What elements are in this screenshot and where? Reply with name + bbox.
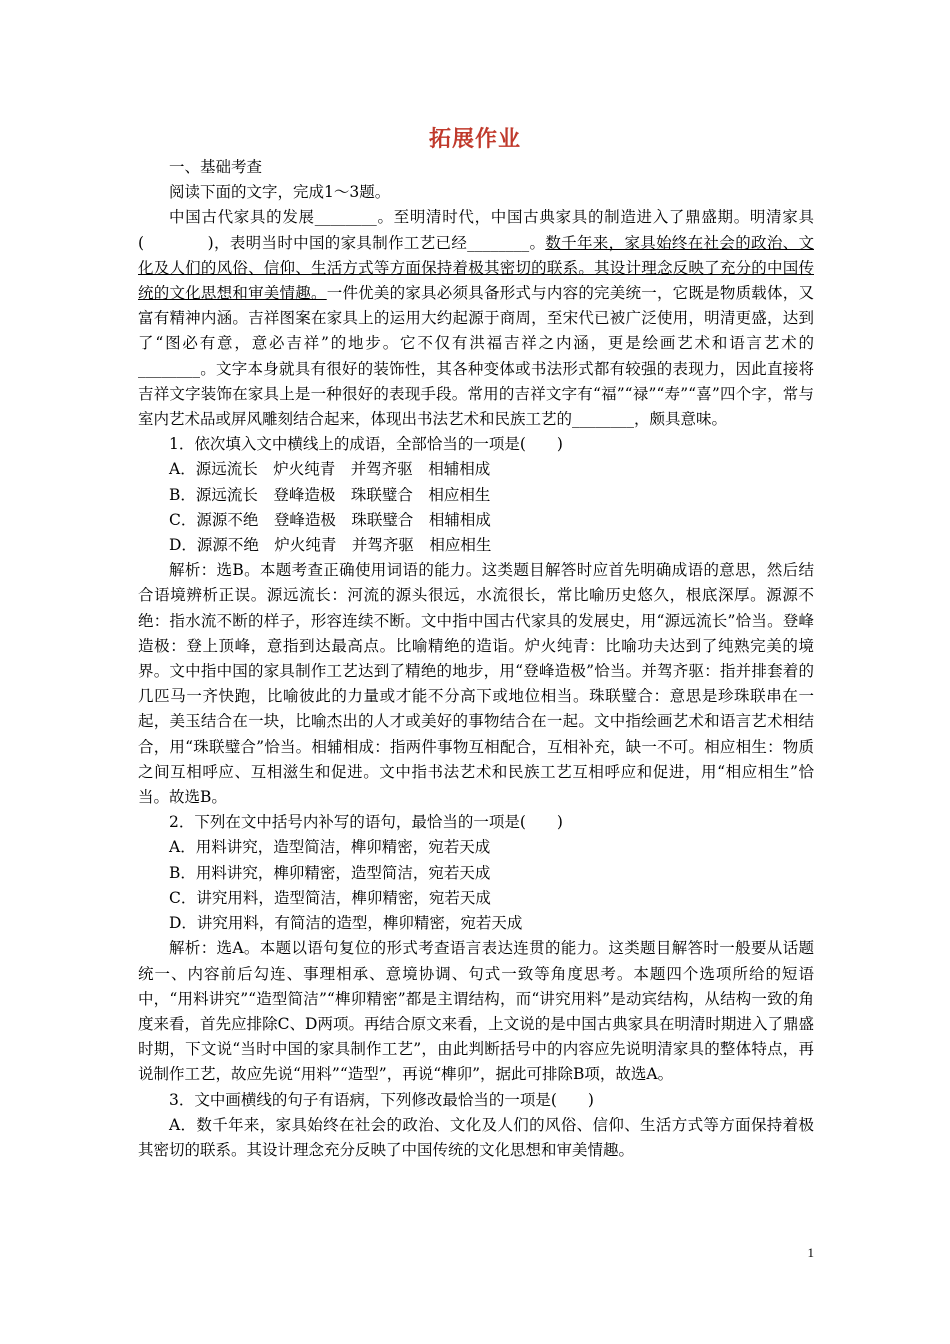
question-2-option-d: D．讲究用料，有简洁的造型，榫卯精密，宛若天成 (169, 914, 523, 933)
question-1-analysis: 解析：选B。本题考查正确使用词语的能力。这类题目解答时应首先明确成语的意思，然后结合语境辨析正误。源远流长：河流的源头很远，水流很长，常比喻历史悠久，根底深厚。源源不绝：指水流不断的样子，形容连续不断。文中指中国古代家具的发展史，用“源远流长”恰当。登峰造极：登上顶峰，意指到达最高点。比喻精绝的造诣。炉火纯青：比喻功夫达到了纯熟完美的境界。文中指中国的家具制作工艺达到了精绝的地步，用“登峰造极”恰当。并驾齐驱：指并排套着的几匹马一齐快跑，比喻彼此的力量或才能不分高下或地位相当。珠联璧合：意思是珍珠联串在一起，美玉结合在一块，比喻杰出的人才或美好的事物结合在一起。文中指绘画艺术和语言艺术相结合，用“珠联璧合”恰当。相辅相成：指两件事物互相配合，互相补充，缺一不可。相应相生：物质之间互相呼应、互相滋生和促进。文中指书法艺术和民族工艺互相呼应和促进，用“相应相生”恰当。故选B。 (138, 561, 814, 807)
question-2-option-c: C．讲究用料，造型简洁，榫卯精密，宛若天成 (169, 888, 491, 907)
underlined-sentence: 数千年来，家具始终在社会的政治、文化及人们的风俗、信仰、生活方式等方面保持着极其密切的联系。其设计理念反映了充分的中国传统的文化思想和审美情趣。 (138, 233, 814, 303)
question-1-option-a: A．源远流长 炉火纯青 并驾齐驱 相辅相成 (169, 460, 491, 479)
passage-text-1: 中国古代家具的发展________。至明清时代，中国古典家具的制造进入了鼎盛期。明清家具( )，表明当时中国的家具制作工艺已经________。 (138, 208, 814, 252)
question-1-option-d: D．源源不绝 炉火纯青 并驾齐驱 相应相生 (169, 536, 492, 555)
question-2-analysis: 解析：选A。本题以语句复位的形式考查语言表达连贯的能力。这类题目解答时一般要从话题统一、内容前后勾连、事理相承、意境协调、句式一致等角度思考。本题四个选项所给的短语中，“用料讲究”“造型简洁”“榫卯精密”都是主谓结构，而“讲究用料”是动宾结构，从结构一致的角度来看，首先应排除C、D两项。再结合原文来看，上文说的是中国古典家具在明清时期进入了鼎盛时期，下文说“当时中国的家具制作工艺”，由此判断括号中的内容应先说明清家具的整体特点，再说制作工艺，故应先说“用料”“造型”，再说“榫卯”，据此可排除B项，故选A。 (138, 939, 814, 1084)
instruction: 阅读下面的文字，完成1～3题。 (169, 183, 391, 202)
question-2-option-b: B．用料讲究，榫卯精密，造型简洁，宛若天成 (169, 863, 491, 882)
question-2-option-a: A．用料讲究，造型简洁，榫卯精密，宛若天成 (169, 838, 491, 857)
document-body (138, 155, 814, 1163)
page-title: 拓展作业 (428, 126, 521, 152)
question-3-stem: 3．文中画横线的句子有语病，下列修改最恰当的一项是( ) (169, 1090, 594, 1109)
passage-text-2: 一件优美的家具必须具备形式与内容的完美统一，它既是物质载体，又富有精神内涵。吉祥图案在家具上的运用大约起源于商周，至宋代已被广泛使用，明清更盛，达到了“图必有意，意必吉祥”的地步。它不仅有洪福吉祥之内涵，更是绘画艺术和语言艺术的________。文字本身就具有很好的装饰性，其各种变体或书法形式都有较强的表现力，因此直接将吉祥文字装饰在家具上是一种很好的表现手段。常用的吉祥文字有“福”“禄”“寿”“喜”四个字，常与室内艺术品或屏风雕刻结合起来，体现出书法艺术和民族工艺的________，颇具意味。 (138, 284, 814, 429)
page-number: 1 (807, 1245, 814, 1260)
passage-paragraph (138, 205, 814, 432)
question-2-stem: 2．下列在文中括号内补写的语句，最恰当的一项是( ) (169, 813, 563, 832)
question-1-option-c: C．源源不绝 登峰造极 珠联璧合 相辅相成 (169, 510, 491, 529)
question-1-stem: 1．依次填入文中横线上的成语，全部恰当的一项是( ) (169, 435, 563, 454)
section-heading: 一、基础考查 (169, 158, 263, 176)
question-1-option-b: B．源远流长 登峰造极 珠联璧合 相应相生 (169, 485, 491, 504)
question-3-option-a: A．数千年来，家具始终在社会的政治、文化及人们的风俗、信仰、生活方式等方面保持着极其密切的联系。其设计理念充分反映了中国传统的文化思想和审美情趣。 (138, 1115, 814, 1159)
